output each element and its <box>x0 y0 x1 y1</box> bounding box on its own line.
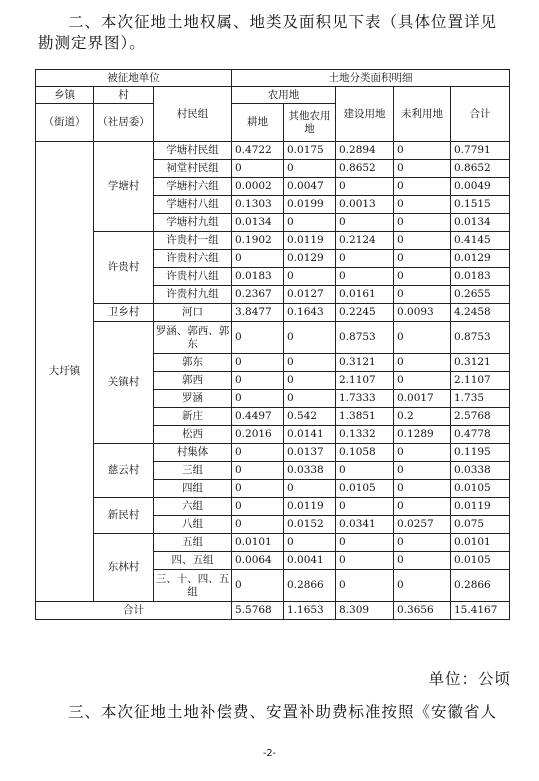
header-village: 村 <box>94 87 154 104</box>
other-agricultural-value: 0 <box>284 354 336 372</box>
arable-value: 0 <box>232 354 284 372</box>
construction-value: 0 <box>336 268 394 286</box>
group-cell: 六组 <box>154 498 232 516</box>
arable-value: 0.0134 <box>232 214 284 232</box>
total-value: 0.0105 <box>451 480 510 498</box>
group-cell: 许贵村九组 <box>154 286 232 304</box>
arable-value: 0 <box>232 250 284 268</box>
unused-value: 0 <box>394 534 451 552</box>
total-value: 0.0049 <box>451 178 510 196</box>
construction-value: 0.0013 <box>336 196 394 214</box>
other-agricultural-value: 0 <box>284 160 336 178</box>
unit-label: 单位：公顷 <box>428 670 511 688</box>
arable-value: 0 <box>232 462 284 480</box>
table-row <box>36 322 510 354</box>
construction-value: 0 <box>336 214 394 232</box>
village-cell: 东林村 <box>94 534 154 602</box>
arable-value: 0.1303 <box>232 196 284 214</box>
total-value: 0.7791 <box>451 142 510 160</box>
unused-value: 0 <box>394 214 451 232</box>
unused-value: 0 <box>394 142 451 160</box>
other-agricultural-value: 0.0119 <box>284 232 336 250</box>
construction-value: 0 <box>336 462 394 480</box>
village-cell: 学塘村 <box>94 142 154 232</box>
unused-value: 0 <box>394 286 451 304</box>
group-cell: 河口 <box>154 304 232 322</box>
construction-value: 0.8652 <box>336 160 394 178</box>
group-cell: 村集体 <box>154 444 232 462</box>
header-land-area-detail: 土地分类面积明细 <box>232 70 510 87</box>
unused-value: 0.0017 <box>394 390 451 408</box>
group-cell: 学塘村民组 <box>154 142 232 160</box>
construction-value: 0.0341 <box>336 516 394 534</box>
header-construction-land: 建设用地 <box>336 87 394 142</box>
group-cell: 祠堂村民组 <box>154 160 232 178</box>
arable-value: 0.0183 <box>232 268 284 286</box>
unused-value: 0 <box>394 552 451 570</box>
construction-value: 0.2245 <box>336 304 394 322</box>
group-cell: 松西 <box>154 426 232 444</box>
arable-value: 3.8477 <box>232 304 284 322</box>
arable-value: 0 <box>232 498 284 516</box>
other-agricultural-value: 0.0338 <box>284 462 336 480</box>
arable-value: 0 <box>232 390 284 408</box>
construction-value: 0 <box>336 570 394 602</box>
table-row <box>36 142 510 160</box>
total-value: 0.2655 <box>451 286 510 304</box>
other-agricultural-value: 0.0175 <box>284 142 336 160</box>
other-agricultural-value: 0.1643 <box>284 304 336 322</box>
construction-value: 0.0105 <box>336 480 394 498</box>
total-value: 1.735 <box>451 390 510 408</box>
unused-value: 0 <box>394 268 451 286</box>
group-cell: 三、十、四、五组 <box>154 570 232 602</box>
construction-value: 0.1332 <box>336 426 394 444</box>
unused-value: 0 <box>394 322 451 354</box>
total-value: 0.0134 <box>451 214 510 232</box>
other-agricultural-value: 0 <box>284 390 336 408</box>
total-value: 0.0338 <box>451 462 510 480</box>
header-expropriated-unit: 被征地单位 <box>36 70 232 87</box>
other-agricultural-value: 0.0152 <box>284 516 336 534</box>
total-value: 0.0119 <box>451 498 510 516</box>
construction-value: 0 <box>336 498 394 516</box>
total-unused-value: 0.3656 <box>394 602 451 620</box>
unused-value: 0 <box>394 196 451 214</box>
header-agricultural-land: 农用地 <box>232 87 336 104</box>
construction-value: 0 <box>336 178 394 196</box>
total-label: 合计 <box>36 602 232 620</box>
unused-value: 0 <box>394 232 451 250</box>
table-row <box>36 444 510 462</box>
total-construction-value: 8.309 <box>336 602 394 620</box>
group-cell: 许贵村八组 <box>154 268 232 286</box>
header-village-sub: （社居委） <box>94 104 154 142</box>
construction-value: 0.1058 <box>336 444 394 462</box>
total-value: 2.1107 <box>451 372 510 390</box>
header-arable-land: 耕地 <box>232 104 284 142</box>
village-cell: 新民村 <box>94 498 154 534</box>
construction-value: 0 <box>336 534 394 552</box>
other-agricultural-value: 0 <box>284 268 336 286</box>
total-value: 0.4145 <box>451 232 510 250</box>
unused-value: 0 <box>394 480 451 498</box>
arable-value: 0.0002 <box>232 178 284 196</box>
group-cell: 学塘村九组 <box>154 214 232 232</box>
arable-value: 0.0101 <box>232 534 284 552</box>
group-cell: 五组 <box>154 534 232 552</box>
total-value: 0.3121 <box>451 354 510 372</box>
group-cell: 郭东 <box>154 354 232 372</box>
group-cell: 三组 <box>154 462 232 480</box>
village-cell: 许贵村 <box>94 232 154 304</box>
construction-value: 0.2124 <box>336 232 394 250</box>
other-agricultural-value: 0 <box>284 534 336 552</box>
arable-value: 0.4722 <box>232 142 284 160</box>
village-cell: 卫乡村 <box>94 304 154 322</box>
total-value: 0.0105 <box>451 552 510 570</box>
other-agricultural-value: 0.0119 <box>284 498 336 516</box>
group-cell: 学塘村六组 <box>154 178 232 196</box>
other-agricultural-value: 0 <box>284 480 336 498</box>
arable-value: 0.0064 <box>232 552 284 570</box>
town-cell: 大圩镇 <box>36 142 94 602</box>
unused-value: 0.1289 <box>394 426 451 444</box>
arable-value: 0 <box>232 160 284 178</box>
paragraph-compensation: 三、本次征地土地补偿费、安置补助费标准按照《安徽省人 <box>68 703 498 721</box>
other-agricultural-value: 0 <box>284 322 336 354</box>
other-agricultural-value: 0.0137 <box>284 444 336 462</box>
group-cell: 新庄 <box>154 408 232 426</box>
arable-value: 0.1902 <box>232 232 284 250</box>
other-agricultural-value: 0.542 <box>284 408 336 426</box>
arable-value: 0 <box>232 480 284 498</box>
total-value: 0.1515 <box>451 196 510 214</box>
village-cell: 慈云村 <box>94 444 154 498</box>
paragraph-land-ownership: 二、本次征地土地权属、地类及面积见下表（具体位置详见勘测定界图）。 <box>38 13 498 52</box>
unused-value: 0 <box>394 444 451 462</box>
other-agricultural-value: 0.0129 <box>284 250 336 268</box>
arable-value: 0.4497 <box>232 408 284 426</box>
unused-value: 0.0257 <box>394 516 451 534</box>
total-value: 0.0101 <box>451 534 510 552</box>
total-value: 0.0129 <box>451 250 510 268</box>
arable-value: 0 <box>232 372 284 390</box>
construction-value: 1.7333 <box>336 390 394 408</box>
other-agricultural-value: 0.0127 <box>284 286 336 304</box>
header-unused-land: 未利用地 <box>394 87 451 142</box>
header-group: 村民组 <box>154 87 232 142</box>
other-agricultural-value: 0.0141 <box>284 426 336 444</box>
total-other-agricultural-value: 1.1653 <box>284 602 336 620</box>
page-number: -2- <box>263 748 276 759</box>
unused-value: 0.0093 <box>394 304 451 322</box>
arable-value: 0 <box>232 444 284 462</box>
arable-value: 0 <box>232 570 284 602</box>
other-agricultural-value: 0.0041 <box>284 552 336 570</box>
header-town: 乡镇 <box>36 87 94 104</box>
total-value: 0.1195 <box>451 444 510 462</box>
village-cell: 关镇村 <box>94 322 154 444</box>
other-agricultural-value: 0.2866 <box>284 570 336 602</box>
group-cell: 四、五组 <box>154 552 232 570</box>
unused-value: 0 <box>394 372 451 390</box>
construction-value: 2.1107 <box>336 372 394 390</box>
other-agricultural-value: 0 <box>284 372 336 390</box>
arable-value: 0.2016 <box>232 426 284 444</box>
header-other-agricultural: 其他农用地 <box>284 104 336 142</box>
construction-value: 1.3851 <box>336 408 394 426</box>
construction-value: 0.3121 <box>336 354 394 372</box>
group-cell: 罗涵、郭西、郭东 <box>154 322 232 354</box>
unused-value: 0.2 <box>394 408 451 426</box>
unused-value: 0 <box>394 354 451 372</box>
total-value: 2.5768 <box>451 408 510 426</box>
construction-value: 0 <box>336 250 394 268</box>
arable-value: 0 <box>232 516 284 534</box>
header-town-sub: （街道） <box>36 104 94 142</box>
unused-value: 0 <box>394 498 451 516</box>
header-total: 合计 <box>451 87 510 142</box>
table-row <box>36 534 510 552</box>
total-value: 0.4778 <box>451 426 510 444</box>
group-cell: 郭西 <box>154 372 232 390</box>
total-value: 4.2458 <box>451 304 510 322</box>
unused-value: 0 <box>394 462 451 480</box>
group-cell: 许贵村六组 <box>154 250 232 268</box>
unused-value: 0 <box>394 250 451 268</box>
total-row <box>36 602 510 620</box>
unused-value: 0 <box>394 160 451 178</box>
group-cell: 四组 <box>154 480 232 498</box>
total-total-value: 15.4167 <box>451 602 510 620</box>
construction-value: 0.0161 <box>336 286 394 304</box>
other-agricultural-value: 0.0199 <box>284 196 336 214</box>
group-cell: 学塘村八组 <box>154 196 232 214</box>
total-value: 0.8753 <box>451 322 510 354</box>
total-value: 0.8652 <box>451 160 510 178</box>
unused-value: 0 <box>394 570 451 602</box>
other-agricultural-value: 0.0047 <box>284 178 336 196</box>
construction-value: 0.2894 <box>336 142 394 160</box>
land-area-table <box>35 69 510 620</box>
group-cell: 许贵村一组 <box>154 232 232 250</box>
table-row <box>36 232 510 250</box>
total-value: 0.2866 <box>451 570 510 602</box>
total-value: 0.0183 <box>451 268 510 286</box>
unused-value: 0 <box>394 178 451 196</box>
table-row <box>36 304 510 322</box>
total-arable-value: 5.5768 <box>232 602 284 620</box>
other-agricultural-value: 0 <box>284 214 336 232</box>
total-value: 0.075 <box>451 516 510 534</box>
group-cell: 八组 <box>154 516 232 534</box>
construction-value: 0.8753 <box>336 322 394 354</box>
table-row <box>36 498 510 516</box>
construction-value: 0 <box>336 552 394 570</box>
arable-value: 0.2367 <box>232 286 284 304</box>
arable-value: 0 <box>232 322 284 354</box>
group-cell: 罗涵 <box>154 390 232 408</box>
